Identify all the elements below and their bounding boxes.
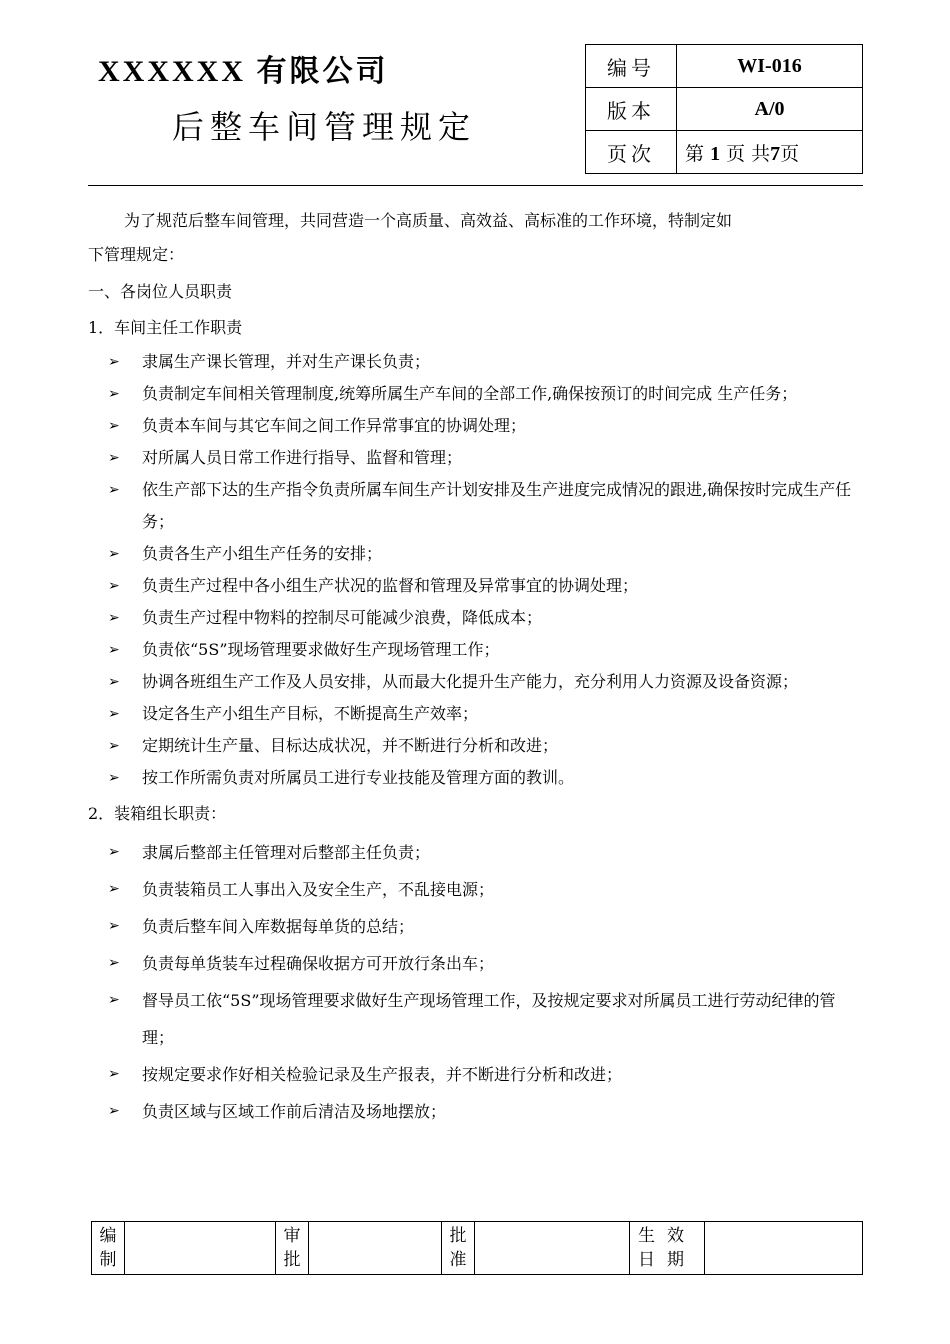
list-item: ➢ 负责制定车间相关管理制度,统筹所属生产车间的全部工作,确保按预订的时间完成 生产任务； [88,378,863,410]
arrow-bullet-icon: ➢ [108,1066,120,1082]
header-divider [88,185,863,186]
arrow-bullet-icon: ➢ [108,546,120,562]
intro-line-1: 为了规范后整车间管理，共同营造一个高质量、高效益、高标准的工作环境，特制定如 [124,211,733,230]
approved-by-field [475,1222,630,1275]
list-item: ➢ 隶属后整部主任管理对后整部主任负责； [88,834,863,871]
list-item: ➢ 隶属生产课长管理，并对生产课长负责； [88,346,863,378]
page-label: 页次 [586,131,677,174]
prepared-by-field [125,1222,276,1275]
arrow-bullet-icon: ➢ [108,482,120,498]
version-label: 版本 [586,88,677,131]
list-item: ➢ 负责每单货装车过程确保收据方可开放行条出车； [88,945,863,982]
list-item: ➢ 设定各生产小组生产目标，不断提高生产效率； [88,698,863,730]
arrow-bullet-icon: ➢ [108,386,120,402]
arrow-bullet-icon: ➢ [108,881,120,897]
list-item: ➢ 负责后整车间入库数据每单货的总结； [88,908,863,945]
list-item: ➢ 负责本车间与其它车间之间工作异常事宜的协调处理； [88,410,863,442]
arrow-bullet-icon: ➢ [108,354,120,370]
arrow-bullet-icon: ➢ [108,1103,120,1119]
list-item: ➢ 对所属人员日常工作进行指导、监督和管理； [88,442,863,474]
list-item: ➢ 负责生产过程中物料的控制尽可能减少浪费，降低成本； [88,602,863,634]
page-total: 7 [770,142,781,165]
page-mid: 页 共 [726,142,771,165]
arrow-bullet-icon: ➢ [108,706,120,722]
doc-number-value: WI-016 [677,45,863,88]
arrow-bullet-icon: ➢ [108,418,120,434]
intro-line-2: 下管理规定： [88,245,185,264]
signature-row [92,1222,863,1275]
arrow-bullet-icon: ➢ [108,738,120,754]
page-row [586,131,863,174]
list-item: ➢ 按工作所需负责对所属员工进行专业技能及管理方面的教训。 [88,762,863,794]
doc-number-label: 编号 [586,45,677,88]
list-item: ➢ 负责区域与区域工作前后清洁及场地摆放； [88,1093,863,1130]
page-current: 1 [710,142,721,165]
reviewed-by-label: 审 批 [276,1222,309,1275]
prepared-by-label: 编 制 [92,1222,125,1275]
list-item: ➢ 督导员工依“5S”现场管理要求做好生产现场管理工作，及按规定要求对所属员工进行劳动纪律的管理； [88,982,863,1056]
reviewed-by-field [309,1222,442,1275]
arrow-bullet-icon: ➢ [108,918,120,934]
list-item: ➢ 负责生产过程中各小组生产状况的监督和管理及异常事宜的协调处理； [88,570,863,602]
arrow-bullet-icon: ➢ [108,844,120,860]
list-item: ➢ 负责装箱员工人事出入及安全生产，不乱接电源； [88,871,863,908]
section-1-title: 一、各岗位人员职责 [88,282,233,301]
effective-date-label: 生效 日期 [630,1222,705,1275]
arrow-bullet-icon: ➢ [108,610,120,626]
version-value: A/0 [677,88,863,131]
document-info-table [585,44,863,174]
arrow-bullet-icon: ➢ [108,674,120,690]
arrow-bullet-icon: ➢ [108,955,120,971]
arrow-bullet-icon: ➢ [108,642,120,658]
company-name: XXXXXX 有限公司 [98,55,389,88]
subsection-1-title: 1．车间主任工作职责 [88,318,243,337]
effective-date-field [705,1222,863,1275]
subsection-2-title: 2．装箱组长职责： [88,804,227,823]
arrow-bullet-icon: ➢ [108,770,120,786]
director-duties-list [88,346,863,794]
arrow-bullet-icon: ➢ [108,578,120,594]
arrow-bullet-icon: ➢ [108,450,120,466]
list-item: ➢ 按规定要求作好相关检验记录及生产报表，并不断进行分析和改进； [88,1056,863,1093]
list-item: ➢ 协调各班组生产工作及人员安排，从而最大化提升生产能力，充分利用人力资源及设备资源； [88,666,863,698]
doc-number-row [586,45,863,88]
list-item: ➢ 依生产部下达的生产指令负责所属车间生产计划安排及生产进度完成情况的跟进,确保按时完成生产任务； [88,474,863,538]
page-prefix: 第 [685,142,705,165]
document-title: 后整车间管理规定 [172,108,477,146]
version-row [586,88,863,131]
list-item: ➢ 负责依“5S”现场管理要求做好生产现场管理工作； [88,634,863,666]
signature-table [91,1221,863,1275]
list-item: ➢ 定期统计生产量、目标达成状况，并不断进行分析和改进； [88,730,863,762]
document-body [88,204,863,1130]
page-value [677,131,863,174]
packing-leader-duties-list [88,834,863,1130]
arrow-bullet-icon: ➢ [108,992,120,1008]
page-suffix: 页 [780,142,800,165]
list-item: ➢ 负责各生产小组生产任务的安排； [88,538,863,570]
approved-by-label: 批 准 [442,1222,475,1275]
